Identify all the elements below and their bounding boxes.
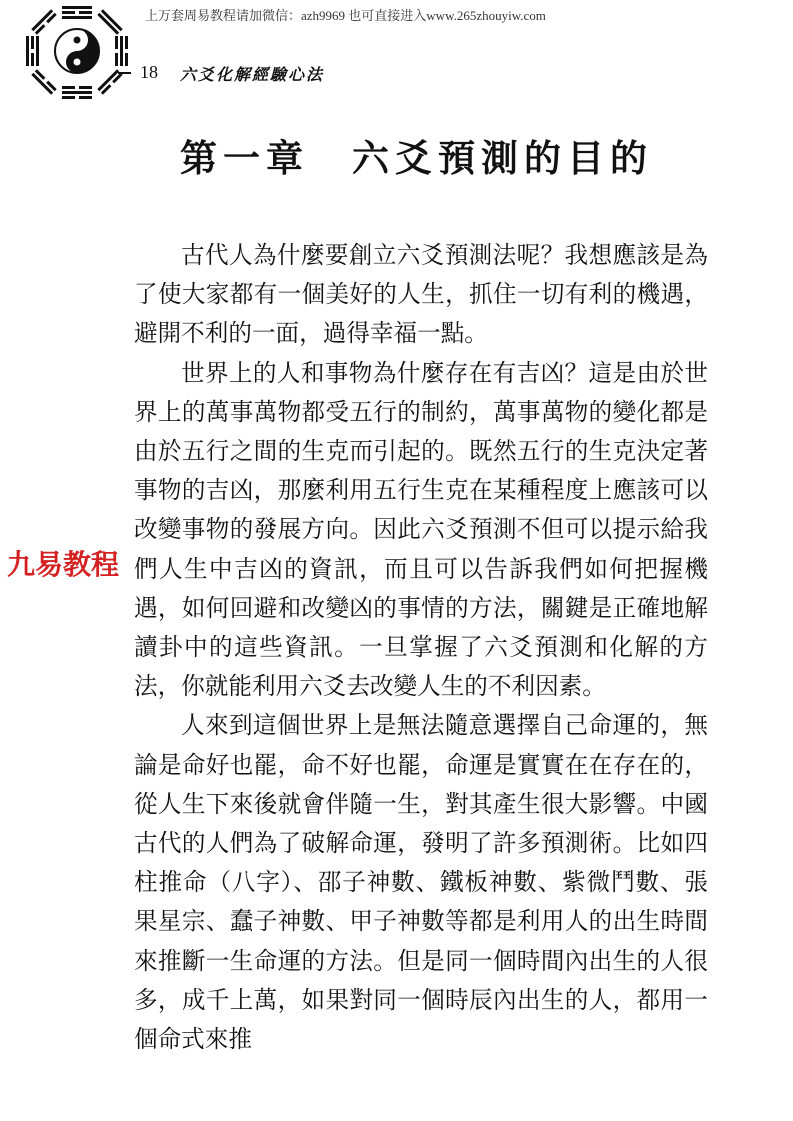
paragraph: 古代人為什麼要創立六爻預測法呢？我想應該是為了使大家都有一個美好的人生，抓住一切有利的機遇，避開不利的一面，過得幸福一點。 xyxy=(134,241,708,348)
bagua-yinyang-icon xyxy=(22,0,132,104)
body-text xyxy=(134,236,708,1059)
running-book-title: 六爻化解經驗心法 xyxy=(180,65,325,84)
side-watermark: 九易教程 xyxy=(7,543,119,583)
header-rule xyxy=(118,72,131,74)
paragraph: 世界上的人和事物為什麼存在有吉凶？這是由於世界上的萬事萬物都受五行的制約，萬事萬物的變化都是由於五行之間的生克而引起的。既然五行的生克決定著事物的吉凶，那麼利用五行生克在某種程度上應該可以改變事物的發展方向。因此六爻預測不但可以提示給我們人生中吉凶的資訊，而且可以告訴我們如何把握機遇，如何回避和改變凶的事情的方法，關鍵是正確地解讀卦中的這些資訊。一旦掌握了六爻預測和化解的方法，你就能利用六爻去改變人生的不利因素。 xyxy=(134,358,708,701)
top-watermark: 上万套周易教程请加微信：azh9969 也可直接进入www.265zhouyiw.com xyxy=(145,8,546,23)
paragraph: 人來到這個世界上是無法隨意選擇自己命運的，無論是命好也罷，命不好也罷，命運是實實在在存在的，從人生下來後就會伴隨一生，對其產生很大影響。中國古代的人們為了破解命運，發明了許多預測術。比如四柱推命（八字）、邵子神數、鐵板神數、紫微鬥數、張果星宗、蠢子神數、甲子神數等都是利用人的出生時間來推斷一生命運的方法。但是同一個時間內出生的人很多，成千上萬，如果對同一個時辰內出生的人，都用一個命式來推 xyxy=(134,711,708,1054)
chapter-title: 第一章 六爻預測的目的 xyxy=(180,136,653,180)
page-number: 18 xyxy=(140,62,158,82)
